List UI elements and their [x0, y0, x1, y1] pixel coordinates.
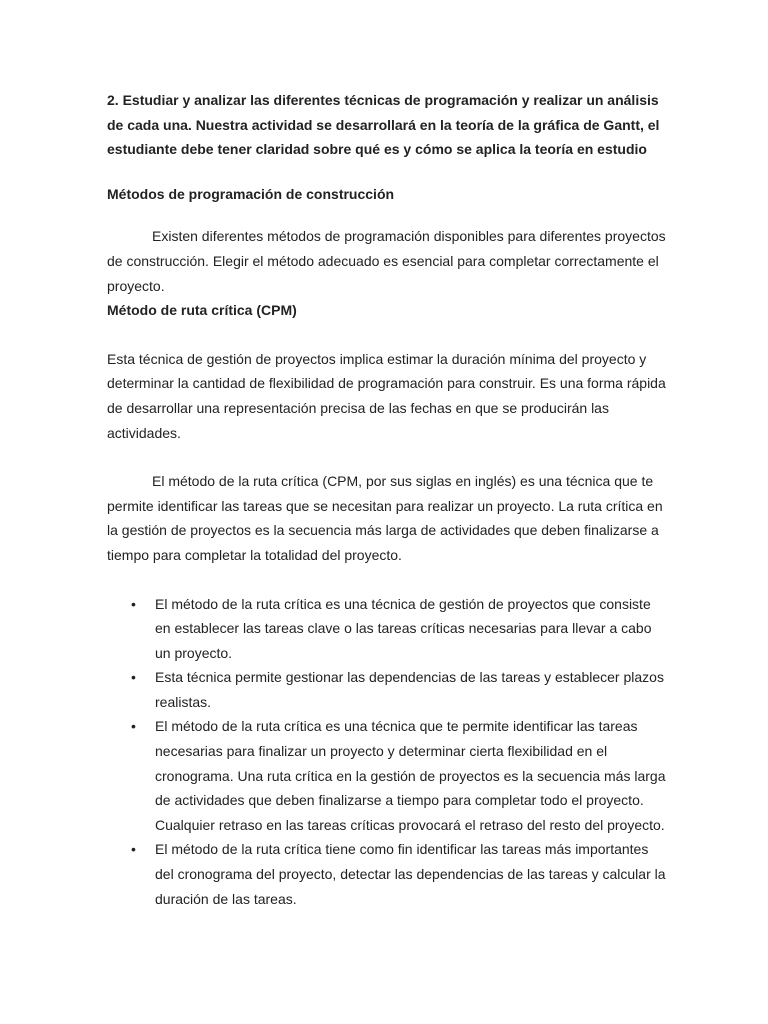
- cpm-heading: Método de ruta crítica (CPM): [107, 302, 297, 319]
- section-heading: Métodos de programación de construcción: [107, 185, 395, 202]
- bullet-item: • Esta técnica permite gestionar las dependencias de las tareas y establecer plazos realistas.: [107, 665, 668, 714]
- intro-paragraph: Existen diferentes métodos de programación disponibles para diferentes proyectos de construcción. Elegir el método adecuado es esencial para completar correctamente el proyecto.: [107, 228, 666, 294]
- task-heading: 2. Estudiar y analizar las diferentes técnicas de programación y realizar un análisis de cada una. Nuestra actividad se desarrollará en la teoría de la gráfica de Gantt, el estudiante debe tener claridad sobre qué es y cómo se aplica la teoría en estudio: [107, 92, 660, 158]
- bullet-item: • El método de la ruta crítica es una técnica que te permite identificar las tareas necesarias para finalizar un proyecto y determinar cierta flexibilidad en el cronograma. Una ruta crítica en la gestión de proyectos es la secuencia más larga de actividades que deben finalizarse a tiempo para completar todo el proyecto. Cualquier retraso en las tareas críticas provocará el retraso del resto del proyecto.: [107, 714, 668, 837]
- bullet-list: [107, 592, 668, 912]
- cpm-paragraph-1: Esta técnica de gestión de proyectos implica estimar la duración mínima del proyecto y determinar la cantidad de flexibilidad de programación para construir. Es una forma rápida de desarrollar una representación precisa de las fechas en que se producirán las actividades.: [107, 350, 666, 441]
- bullet-item: • El método de la ruta crítica tiene como fin identificar las tareas más importantes del cronograma del proyecto, detectar las dependencias de las tareas y calcular la duración de las tareas.: [107, 837, 668, 911]
- cpm-paragraph-2: El método de la ruta crítica (CPM, por sus siglas en inglés) es una técnica que te permite identificar las tareas que se necesitan para realizar un proyecto. La ruta crítica en la gestión de proyectos es la secuencia más larga de actividades que deben finalizarse a tiempo para completar la totalidad del proyecto.: [107, 473, 663, 563]
- bullet-item: • El método de la ruta crítica es una técnica de gestión de proyectos que consiste en establecer las tareas clave o las tareas críticas necesarias para llevar a cabo un proyecto.: [107, 592, 668, 666]
